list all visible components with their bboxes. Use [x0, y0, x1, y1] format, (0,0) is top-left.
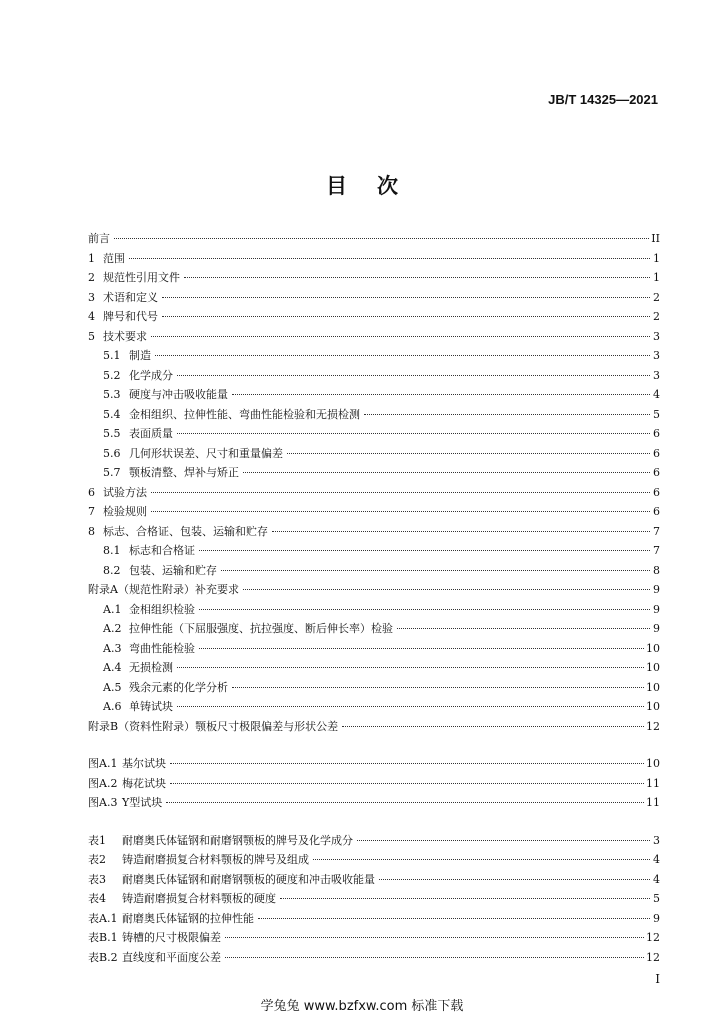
toc-entry[interactable] [88, 444, 660, 464]
dot-leader [166, 801, 644, 803]
toc-entry-page: 7 [653, 524, 660, 538]
toc-entry-number: 表1 [88, 833, 106, 847]
toc-entry-page: 9 [653, 622, 660, 635]
toc-entry-label: 耐磨奥氏体锰钢和耐磨钢颚板的牌号及化学成分 [122, 833, 353, 847]
toc-entry-number: 图A.2 [88, 776, 118, 790]
toc-entry-page: 9 [653, 583, 660, 596]
dot-leader [258, 917, 650, 919]
toc-entry-number: A.4 [103, 661, 122, 674]
toc-entry-page: 6 [653, 427, 660, 440]
toc-entry-number: 5.3 [103, 388, 121, 401]
toc-entry-page: 3 [653, 368, 660, 382]
toc-entry[interactable] [88, 948, 660, 968]
toc-entry-number: A.5 [103, 680, 122, 694]
toc-entry-number: 6 [88, 485, 95, 499]
page-title: 目次 [326, 173, 428, 198]
standard-code: JB/T 14325—2021 [548, 92, 658, 107]
toc-entry-number: A.2 [103, 622, 122, 635]
toc-entry-page: 4 [653, 853, 660, 866]
toc-entry[interactable] [88, 561, 660, 581]
toc-entry[interactable] [88, 405, 660, 425]
toc-entry[interactable] [88, 541, 660, 561]
toc-entry-number: 表4 [88, 892, 106, 905]
toc-entry[interactable] [88, 424, 660, 444]
dot-leader [151, 335, 650, 337]
toc-entry-label: 附录B（资料性附录）颚板尺寸极限偏差与形状公差 [88, 719, 339, 733]
toc-entry-label: Y型试块 [122, 796, 163, 809]
toc-entry-number: 5.2 [103, 368, 121, 382]
section-gap [88, 736, 660, 754]
toc-entry-page: 3 [653, 833, 660, 847]
toc-entry-number: 表A.1 [88, 911, 118, 925]
toc-entry-label: 几何形状误差、尺寸和重量偏差 [129, 446, 283, 460]
toc-entry-label: 梅花试块 [122, 776, 166, 790]
toc-entry[interactable] [88, 600, 660, 620]
dot-leader [342, 725, 644, 727]
toc-entry-page: 10 [646, 641, 660, 655]
footer-watermark: 学兔兔 www.bzfxw.com 标准下载 [260, 999, 464, 1014]
toc-entry[interactable] [88, 522, 660, 542]
toc-entry-page: 7 [653, 544, 660, 557]
toc-entry-label: 前言 [88, 232, 110, 245]
toc-entry-number: 图A.1 [88, 757, 118, 770]
toc-entry-label: 检验规则 [103, 505, 147, 518]
toc-entry[interactable] [88, 831, 660, 851]
page-number: I [655, 972, 660, 986]
dot-leader [162, 315, 650, 317]
toc-entry-number: 表B.1 [88, 931, 118, 944]
dot-leader [364, 413, 650, 415]
toc-entry-number: 5.5 [103, 427, 121, 440]
toc-entry[interactable] [88, 928, 660, 948]
dot-leader [225, 956, 644, 958]
toc-entry-number: 5.7 [103, 466, 121, 479]
toc-entry-number: 表3 [88, 872, 106, 886]
dot-leader [177, 432, 650, 434]
toc-entry-page: 10 [646, 661, 660, 674]
toc-entry-page: 6 [653, 505, 660, 518]
toc-entry-label: 铸槽的尺寸极限偏差 [122, 931, 221, 944]
toc-entry[interactable] [88, 678, 660, 698]
toc-entry-number: 1 [88, 251, 95, 265]
dot-leader [129, 257, 650, 259]
toc-entry[interactable] [88, 580, 660, 600]
dot-leader [232, 393, 650, 395]
toc-entry-label: 试验方法 [103, 485, 147, 499]
dot-leader [114, 237, 649, 239]
toc-entry-number: 表B.2 [88, 950, 118, 964]
toc-entry-number: 8 [88, 524, 95, 538]
toc-tables-section [88, 831, 660, 968]
toc-entry[interactable] [88, 385, 660, 405]
dot-leader [199, 549, 650, 551]
toc-entry-number: 8.2 [103, 563, 121, 577]
toc-entry-number: 4 [88, 310, 95, 323]
dot-leader [177, 705, 644, 707]
toc-entry[interactable] [88, 307, 660, 327]
toc-entry-page: 5 [653, 407, 660, 421]
dot-leader [280, 897, 650, 899]
toc-entry-page: 6 [653, 485, 660, 499]
toc-entry-number: 图A.3 [88, 796, 118, 809]
toc-entry-page: 9 [653, 911, 660, 925]
toc-main-section [88, 229, 660, 736]
dot-leader [177, 374, 650, 376]
toc-entry-number: 3 [88, 290, 95, 304]
toc-entry-label: 直线度和平面度公差 [122, 950, 221, 964]
toc-entry-number: 7 [88, 505, 95, 518]
toc-entry-number: 表2 [88, 853, 106, 866]
toc-entry-label: 硬度与冲击吸收能量 [129, 388, 228, 401]
toc-entry-label: 基尔试块 [122, 757, 166, 770]
toc-entry-page: 8 [653, 563, 660, 577]
toc-entry-page: 10 [646, 757, 660, 770]
toc-entry-label: 附录A（规范性附录）补充要求 [88, 583, 239, 596]
dot-leader [162, 296, 650, 298]
toc-entry[interactable] [88, 619, 660, 639]
toc-entry[interactable] [88, 717, 660, 737]
toc-entry-page: 6 [653, 446, 660, 460]
toc-entry-number: 8.1 [103, 544, 121, 557]
dot-leader [225, 936, 644, 938]
toc-entry-label: 无损检测 [129, 661, 173, 674]
dot-leader [170, 782, 644, 784]
toc-entry[interactable] [88, 288, 660, 308]
dot-leader [151, 491, 650, 493]
toc-entry-label: 颚板清整、焊补与矫正 [129, 466, 239, 479]
toc-entry-page: 10 [646, 680, 660, 694]
toc-entry[interactable] [88, 346, 660, 366]
toc-entry-label: 金相组织检验 [129, 602, 195, 616]
dot-leader [177, 666, 644, 668]
dot-leader [170, 762, 644, 764]
dot-leader [243, 471, 650, 473]
toc-entry-label: 标志、合格证、包装、运输和贮存 [103, 524, 268, 538]
toc-entry-number: A.1 [103, 602, 122, 616]
toc-entry-label: 金相组织、拉伸性能、弯曲性能检验和无损检测 [129, 407, 360, 421]
toc-entry-label: 拉伸性能（下屈服强度、抗拉强度、断后伸长率）检验 [129, 622, 393, 635]
toc-entry[interactable] [88, 754, 660, 774]
dot-leader [243, 588, 650, 590]
toc-entry-page: 9 [653, 602, 660, 616]
toc-entry[interactable] [88, 639, 660, 659]
dot-leader [155, 354, 650, 356]
toc-entry-number: 5.4 [103, 407, 121, 421]
toc-entry[interactable] [88, 658, 660, 678]
toc-entry-label: 包装、运输和贮存 [129, 563, 217, 577]
toc-entry-label: 铸造耐磨损复合材料颚板的牌号及组成 [122, 853, 309, 866]
toc-entry[interactable] [88, 229, 660, 249]
toc-entry-page: 12 [646, 719, 660, 733]
dot-leader [357, 839, 650, 841]
table-of-contents [88, 229, 660, 967]
toc-entry-label: 表面质量 [129, 427, 173, 440]
toc-entry[interactable] [88, 366, 660, 386]
toc-entry-page: 11 [646, 776, 660, 790]
toc-entry[interactable] [88, 502, 660, 522]
dot-leader [232, 686, 644, 688]
dot-leader [184, 276, 650, 278]
toc-entry-label: 技术要求 [103, 329, 147, 343]
toc-entry-number: 2 [88, 271, 95, 284]
toc-entry[interactable] [88, 327, 660, 347]
toc-figures-section [88, 754, 660, 813]
toc-entry-page: 11 [646, 796, 660, 809]
toc-entry-label: 制造 [129, 349, 151, 362]
toc-entry-page: 5 [653, 892, 660, 905]
toc-entry-label: 弯曲性能检验 [129, 641, 195, 655]
toc-entry-page: II [651, 232, 660, 245]
toc-entry-label: 耐磨奥氏体锰钢和耐磨钢颚板的硬度和冲击吸收能量 [122, 872, 375, 886]
toc-entry[interactable] [88, 483, 660, 503]
dot-leader [151, 510, 650, 512]
toc-entry-page: 4 [653, 388, 660, 401]
toc-entry[interactable] [88, 889, 660, 909]
toc-entry[interactable] [88, 909, 660, 929]
toc-entry-label: 术语和定义 [103, 290, 158, 304]
toc-entry-page: 3 [653, 329, 660, 343]
toc-entry-number: 5 [88, 329, 95, 343]
toc-entry-page: 1 [653, 271, 660, 284]
toc-entry-label: 单铸试块 [129, 700, 173, 713]
toc-entry[interactable] [88, 697, 660, 717]
toc-entry[interactable] [88, 870, 660, 890]
toc-entry-page: 1 [653, 251, 660, 265]
toc-entry-number: 5.1 [103, 349, 121, 362]
toc-entry-label: 牌号和代号 [103, 310, 158, 323]
toc-entry-label: 标志和合格证 [129, 544, 195, 557]
dot-leader [199, 608, 650, 610]
toc-entry-page: 6 [653, 466, 660, 479]
dot-leader [379, 878, 650, 880]
toc-entry-label: 残余元素的化学分析 [129, 680, 228, 694]
toc-entry-label: 范围 [103, 251, 125, 265]
dot-leader [272, 530, 650, 532]
dot-leader [313, 858, 650, 860]
toc-entry-number: 5.6 [103, 446, 121, 460]
toc-entry-page: 12 [646, 931, 660, 944]
toc-entry-label: 化学成分 [129, 368, 173, 382]
dot-leader [287, 452, 650, 454]
toc-entry-page: 3 [653, 349, 660, 362]
toc-entry[interactable] [88, 793, 660, 813]
toc-entry-label: 规范性引用文件 [103, 271, 180, 284]
toc-entry[interactable] [88, 774, 660, 794]
dot-leader [397, 627, 650, 629]
dot-leader [199, 647, 644, 649]
toc-entry[interactable] [88, 850, 660, 870]
section-gap [88, 813, 660, 831]
toc-entry-label: 耐磨奥氏体锰钢的拉伸性能 [122, 911, 254, 925]
toc-entry-number: A.6 [103, 700, 122, 713]
toc-entry-page: 2 [653, 310, 660, 323]
toc-entry-page: 10 [646, 700, 660, 713]
toc-entry-page: 4 [653, 872, 660, 886]
toc-entry-page: 12 [646, 950, 660, 964]
toc-entry[interactable] [88, 463, 660, 483]
toc-entry[interactable] [88, 268, 660, 288]
dot-leader [221, 569, 650, 571]
toc-entry[interactable] [88, 249, 660, 269]
toc-entry-number: A.3 [103, 641, 122, 655]
toc-entry-page: 2 [653, 290, 660, 304]
toc-entry-label: 铸造耐磨损复合材料颚板的硬度 [122, 892, 276, 905]
